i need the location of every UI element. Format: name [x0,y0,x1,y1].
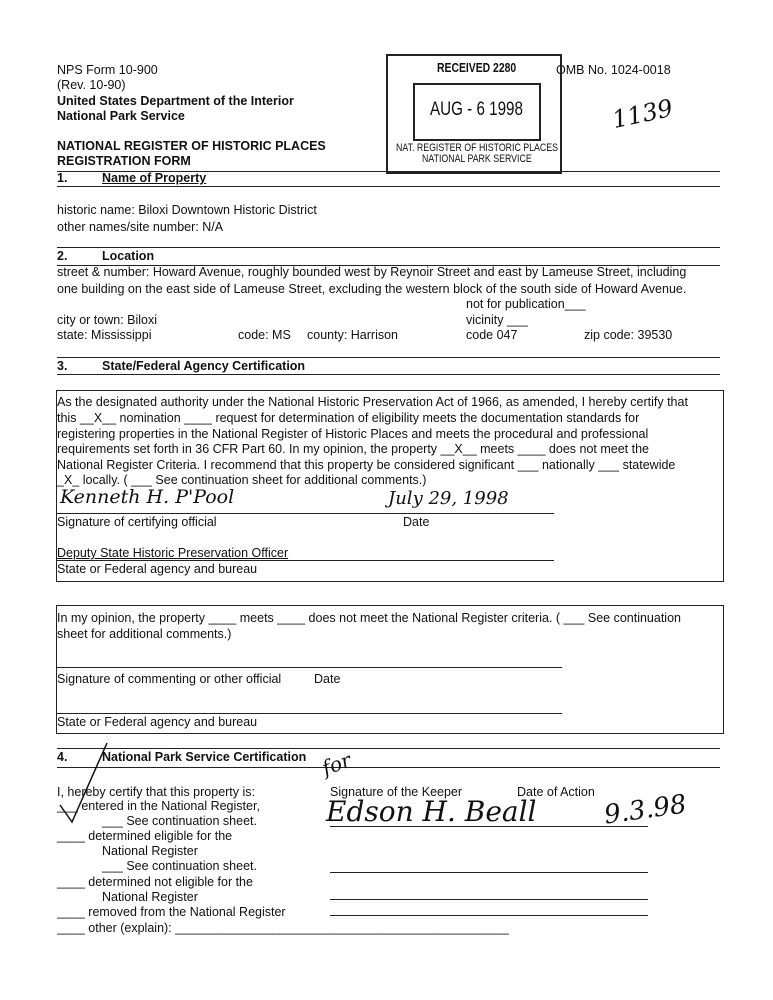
county: county: Harrison [307,328,399,342]
status-option: ___ See continuation sheet. [102,859,257,873]
status-option: ____ other (explain): ________________________________________________ [57,921,509,935]
street-line-2: one building on the east side of Lameuse Street, excluding the western block of the south side of Howard Avenue. [57,282,687,296]
vicinity: vicinity ___ [466,313,528,327]
checkmark-icon [55,740,115,830]
status-option: ___ entered in the National Register, [57,799,260,813]
date-label: Date [403,515,430,529]
cert-line: National Register Criteria. I recommend that this property be considered significant ___ nationally ___ statewide [57,458,676,472]
form-title: NATIONAL REGISTER OF HISTORIC PLACES [57,139,326,153]
action-date: 9.3.98 [602,789,689,831]
not-for-publication: not for publication___ [466,297,586,311]
county-code: code 047 [466,328,518,342]
zip-code: zip code: 39530 [584,328,673,342]
historic-name: historic name: Biloxi Downtown Historic District [57,203,317,217]
department: United States Department of the Interior [57,94,294,108]
certifying-signature: Kenneth H. P'Pool [60,486,235,508]
status-option: ____ removed from the National Register [57,905,286,919]
agency-label: State or Federal agency and bureau [57,562,258,576]
section-4-number: 4. [57,750,68,764]
state-code: code: MS [238,328,291,342]
certifying-date: July 29, 1998 [388,488,509,509]
street-line-1: street & number: Howard Avenue, roughly bounded west by Reynoir Street and east by Lameuse Street, including [57,265,687,279]
date-of-action-label: Date of Action [517,785,595,799]
state: state: Mississippi [57,328,152,342]
cert-line: registering properties in the National Register of Historic Places and meets the procedural and professional [57,427,649,441]
section-1-title: Name of Property [102,171,207,185]
comment-date-label: Date [314,672,341,686]
status-option: ____ determined eligible for the [57,829,233,843]
official-title: Deputy State Historic Preservation Officer [57,546,289,560]
section-2-number: 2. [57,249,68,263]
stamp-line2: NATIONAL PARK SERVICE [422,153,532,165]
cert-line: requirements set forth in 36 CFR Part 60. In my opinion, the property __X__ meets ____ does not meet the [57,442,649,456]
cert-line: _X_ locally. ( ___ See continuation sheet for additional comments.) [57,473,427,487]
signature-label: Signature of certifying official [57,515,217,529]
for-annotation: for [318,747,355,781]
section-2-title: Location [102,249,155,263]
cert-line: As the designated authority under the National Historic Preservation Act of 1966, as amended, I hereby certify that [57,395,688,409]
omb-number: OMB No. 1024-0018 [556,63,671,77]
status-option: ____ determined not eligible for the [57,875,253,889]
city: city or town: Biloxi [57,313,158,327]
cert-line: this __X__ nomination ____ request for determination of eligibility meets the documentation standards for [57,411,640,425]
form-subtitle: REGISTRATION FORM [57,154,191,168]
form-revision: (Rev. 10-90) [57,78,126,92]
agency: National Park Service [57,109,185,123]
status-option: National Register [102,890,198,904]
handwritten-number: 1139 [609,93,676,135]
comment-signature-label: Signature of commenting or other official [57,672,282,686]
section-1-number: 1. [57,171,68,185]
section-3-title: State/Federal Agency Certification [102,359,306,373]
comment-agency-label: State or Federal agency and bureau [57,715,258,729]
section-3-number: 3. [57,359,68,373]
nps-intro: I, hereby certify that this property is: [57,785,255,799]
section-4-title: National Park Service Certification [102,750,307,764]
status-option: ___ See continuation sheet. [102,814,257,828]
stamp-date: AUG - 6 1998 [430,99,523,120]
keeper-signature: Edson H. Beall [326,795,537,828]
comment-line-1: In my opinion, the property ____ meets ____ does not meet the National Register criteria. ( ___ See continuation [57,611,681,625]
stamp-received: RECEIVED 2280 [437,60,517,75]
other-names: other names/site number: N/A [57,220,224,234]
keeper-signature-label: Signature of the Keeper [330,785,463,799]
form-number: NPS Form 10-900 [57,63,158,77]
comment-line-2: sheet for additional comments.) [57,627,232,641]
stamp-line1: NAT. REGISTER OF HISTORIC PLACES [396,142,559,154]
status-option: National Register [102,844,198,858]
